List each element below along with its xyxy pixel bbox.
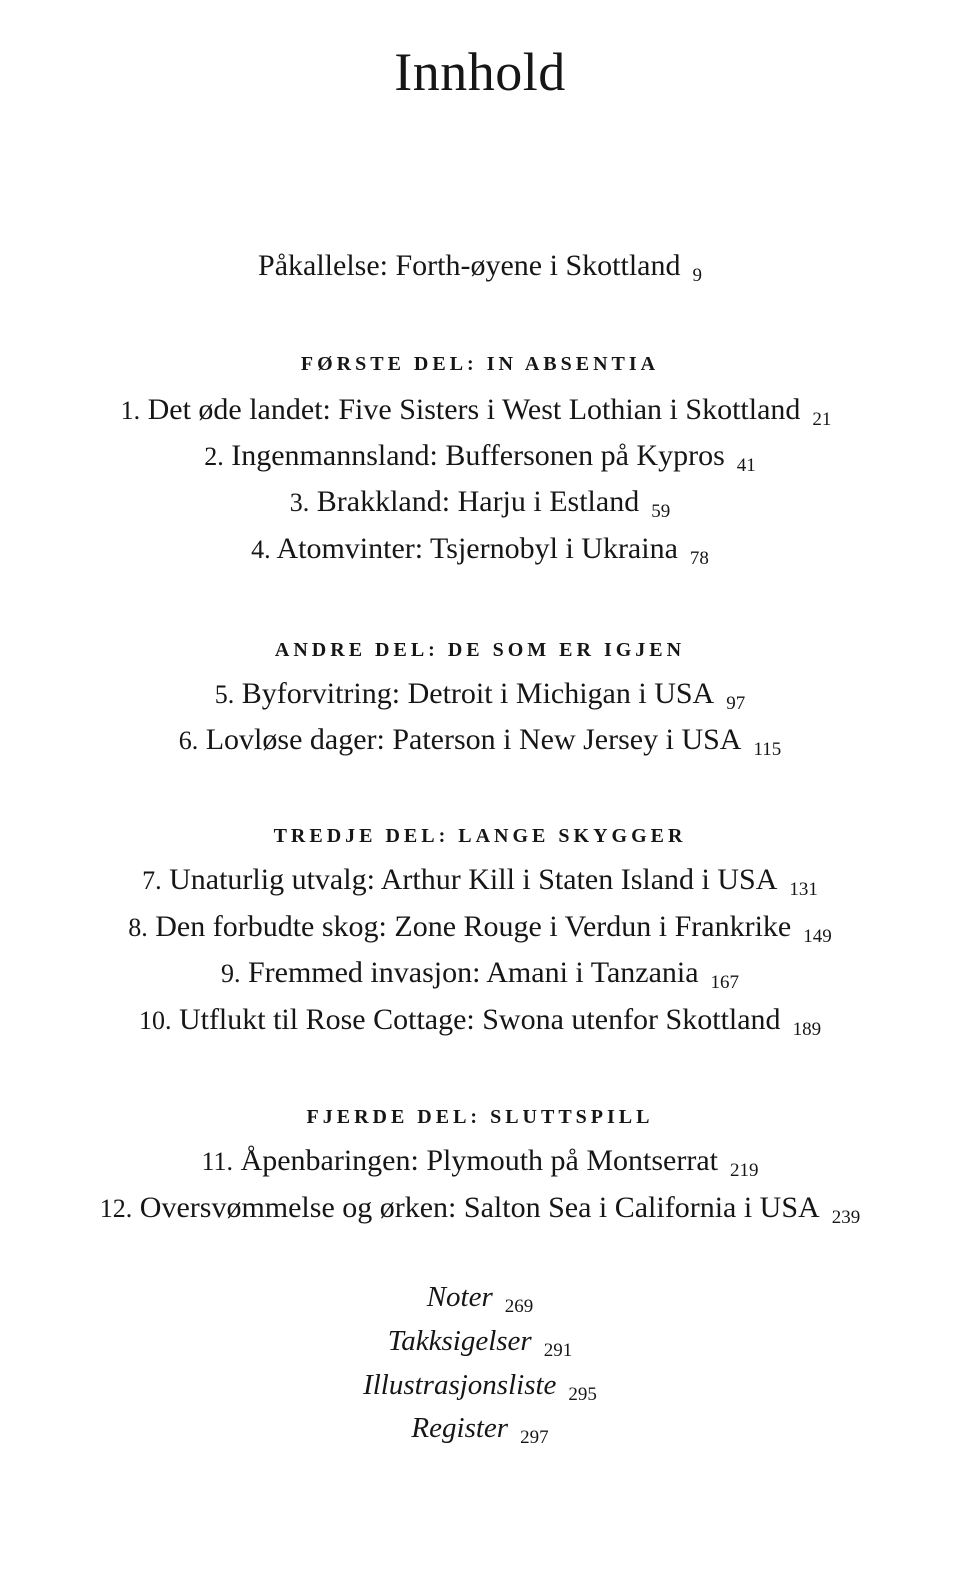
- part-heading-1: FØRSTE DEL: IN ABSENTIA: [300, 353, 660, 375]
- toc-entry-page: 78: [689, 548, 709, 569]
- toc-entry-chapter-6[interactable]: [0, 722, 960, 758]
- toc-entry-chapter-7[interactable]: [0, 862, 960, 898]
- chapter-number: 2.: [204, 442, 224, 471]
- toc-entry-chapter-10[interactable]: [0, 1002, 960, 1038]
- toc-entry-page: 9: [692, 265, 702, 286]
- page-title: Innhold: [394, 42, 566, 102]
- toc-entry-page: 189: [792, 1019, 822, 1040]
- toc-entry-chapter-9[interactable]: [0, 955, 960, 991]
- toc-entry-chapter-8[interactable]: [0, 909, 960, 945]
- toc-entry-acknowledgements[interactable]: [0, 1324, 960, 1359]
- chapter-number: 5.: [214, 680, 235, 709]
- toc-entry-page: 59: [651, 501, 671, 522]
- toc-entry-illustrations[interactable]: [0, 1368, 960, 1403]
- toc-entry-page: 149: [803, 926, 832, 947]
- toc-entry-page: 41: [736, 455, 756, 476]
- toc-entry-title: Det øde landet: Five Sisters i West Lothian i Skottland: [147, 393, 801, 426]
- toc-entry-title: Atomvinter: Tsjernobyl i Ukraina: [276, 532, 678, 565]
- part-heading-3: TREDJE DEL: LANGE SKYGGER: [273, 825, 687, 847]
- chapter-number: 8.: [128, 913, 148, 942]
- chapter-number: 1.: [120, 396, 141, 425]
- chapter-number: 3.: [289, 488, 310, 517]
- chapter-number: 12.: [99, 1194, 133, 1223]
- toc-entry-title: Fremmed invasjon: Amani i Tanzania: [247, 956, 699, 989]
- toc-entry-page: 21: [812, 409, 832, 430]
- toc-entry-title: Den forbudte skog: Zone Rouge i Verdun i Frankrike: [155, 910, 792, 943]
- toc-entry-notes[interactable]: [0, 1280, 960, 1315]
- part-heading-2: ANDRE DEL: DE SOM ER IGJEN: [274, 639, 686, 661]
- toc-entry-page: 167: [710, 972, 740, 993]
- chapter-number: 4.: [251, 535, 271, 564]
- toc-entry-page: 239: [831, 1207, 861, 1228]
- toc-entry-page: 131: [789, 879, 818, 900]
- toc-entry-page: 115: [753, 739, 782, 760]
- toc-entry-chapter-2[interactable]: [0, 438, 960, 474]
- toc-entry-title: Byforvitring: Detroit i Michigan i USA: [241, 677, 715, 710]
- chapter-number: 11.: [201, 1147, 234, 1176]
- toc-entry-title: Takksigelser: [387, 1325, 532, 1357]
- toc-entry-page: 97: [726, 693, 746, 714]
- toc-entry-page: 291: [543, 1340, 573, 1361]
- toc-entry-title: Unaturlig utvalg: Arthur Kill i Staten Island i USA: [169, 863, 778, 896]
- toc-entry-title: Noter: [426, 1281, 493, 1313]
- toc-entry-title: Påkallelse: Forth-øyene i Skottland: [258, 249, 681, 282]
- toc-entry-index[interactable]: [0, 1411, 960, 1446]
- toc-entry-invocation[interactable]: [0, 248, 960, 284]
- toc-entry-page: 295: [568, 1384, 597, 1405]
- toc-entry-chapter-3[interactable]: [0, 484, 960, 520]
- toc-entry-title: Ingenmannsland: Buffersonen på Kypros: [231, 439, 725, 472]
- toc-entry-title: Register: [411, 1412, 509, 1444]
- toc-entry-title: Lovløse dager: Paterson i New Jersey i USA: [205, 723, 742, 756]
- toc-entry-chapter-12[interactable]: [0, 1190, 960, 1226]
- toc-entry-chapter-11[interactable]: [0, 1143, 960, 1179]
- toc-entry-chapter-4[interactable]: [0, 531, 960, 567]
- toc-entry-title: Brakkland: Harju i Estland: [316, 485, 640, 518]
- toc-entry-chapter-1[interactable]: [0, 392, 956, 428]
- toc-entry-page: 297: [520, 1427, 549, 1448]
- toc-entry-page: 269: [504, 1296, 534, 1317]
- toc-entry-title: Oversvømmelse og ørken: Salton Sea i California i USA: [139, 1191, 820, 1224]
- toc-entry-chapter-5[interactable]: [0, 676, 960, 712]
- toc-entry-title: Åpenbaringen: Plymouth på Montserrat: [240, 1144, 718, 1177]
- chapter-number: 10.: [138, 1006, 172, 1035]
- toc-entry-page: 219: [729, 1160, 759, 1181]
- chapter-number: 6.: [178, 726, 199, 755]
- toc-entry-title: Utflukt til Rose Cottage: Swona utenfor Skottland: [178, 1003, 781, 1036]
- chapter-number: 9.: [220, 959, 241, 988]
- toc-entry-title: Illustrasjonsliste: [363, 1369, 557, 1401]
- part-heading-4: FJERDE DEL: SLUTTSPILL: [306, 1106, 654, 1128]
- chapter-number: 7.: [142, 866, 162, 895]
